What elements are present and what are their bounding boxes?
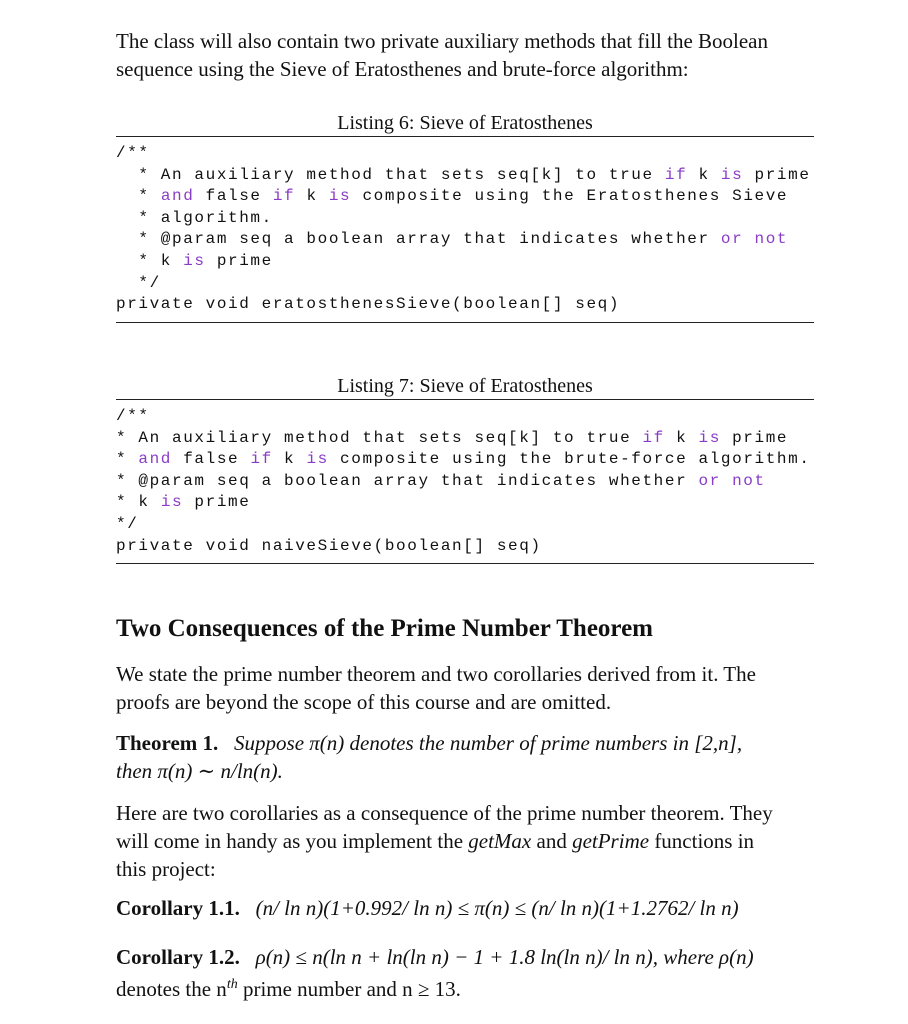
code-line: [116, 471, 814, 493]
code-text: prime: [743, 165, 811, 184]
code-line: [116, 208, 814, 230]
code-text: [743, 230, 754, 248]
code-text: prime: [720, 428, 789, 447]
code-keyword: and: [138, 450, 173, 469]
corollary-1-2-formula: ρ(n) ≤ n(ln n + ln(ln n) − 1 + 1.8 ln(ln n)/ ln n), where ρ(n): [255, 945, 754, 969]
corollary-1-1: [116, 894, 814, 922]
code-line: [116, 492, 814, 514]
intro-line-2: sequence using the Sieve of Eratosthenes and brute-force algorithm:: [116, 57, 689, 81]
code-keyword: or: [720, 230, 744, 249]
nth-superscript: th: [226, 977, 238, 992]
code-line: [116, 143, 814, 165]
code-text: [721, 472, 732, 490]
corollary-1-2-line-2: [116, 971, 814, 1003]
code-line: [116, 251, 814, 273]
code-keyword: is: [328, 187, 352, 206]
code-line: [116, 514, 814, 536]
code-line: [116, 229, 814, 251]
code-text: * An auxiliary method that sets seq[k] to true: [116, 165, 665, 184]
code-text: composite using the Eratosthenes Sieve: [351, 187, 789, 206]
code-text: k: [687, 165, 721, 184]
code-text: */: [116, 514, 139, 533]
code-keyword: is: [160, 493, 184, 512]
code-text: private void eratosthenesSieve(boolean[] seq): [116, 295, 621, 314]
code-line: [116, 273, 814, 295]
code-line: [116, 536, 814, 558]
para2-line-1: Here are two corollaries as a consequence of the prime number theorem. They: [116, 801, 773, 825]
section-paragraph-line-2: proofs are beyond the scope of this course and are omitted.: [116, 690, 612, 714]
code-text: k: [272, 450, 307, 469]
listing-6: [116, 110, 814, 323]
code-line: [116, 406, 814, 428]
corollary-1-2-label: Corollary 1.2.: [116, 945, 240, 969]
code-text: *: [116, 450, 139, 469]
code-text: private void naiveSieve(boolean[] seq): [116, 536, 542, 555]
corollary-1-1-formula: (n/ ln n)(1+0.992/ ln n) ≤ π(n) ≤ (n/ ln n)(1+1.2762/ ln n): [255, 896, 739, 920]
code-text: * k: [116, 251, 184, 270]
code-text: composite using the brute-force algorithm.: [328, 450, 811, 469]
corollary-1-2-line-2-b: prime number and n ≥ 13.: [237, 977, 461, 1001]
section-heading: Two Consequences of the Prime Number Theorem: [116, 615, 653, 642]
theorem-1: [116, 729, 814, 785]
listing-6-bottom-rule: [116, 322, 814, 323]
code-keyword: is: [698, 428, 721, 447]
listing-6-code: [116, 137, 814, 322]
corollary-1-2-line-2-a: denotes the n: [116, 977, 227, 1001]
code-keyword: not: [732, 471, 766, 490]
code-keyword: or: [698, 471, 721, 490]
code-line: [116, 165, 814, 187]
listing-7-code: [116, 400, 814, 563]
theorem-label: Theorem 1.: [116, 731, 219, 755]
para2-line-2-c: functions in: [649, 829, 755, 853]
listing-7-bottom-rule: [116, 563, 814, 564]
code-keyword: is: [183, 251, 206, 270]
code-line: [116, 294, 814, 316]
intro-paragraph: [116, 27, 814, 83]
section-paragraph-line-1: We state the prime number theorem and two corollaries derived from it. The: [116, 662, 756, 686]
func-getmax: getMax: [468, 829, 532, 853]
code-line: [116, 449, 814, 471]
code-keyword: if: [272, 187, 296, 206]
para2-line-2-a: will come in handy as you implement the: [116, 829, 469, 853]
listing-7-caption: Listing 7: Sieve of Eratosthenes: [337, 375, 593, 397]
code-text: prime: [205, 251, 273, 270]
corollary-1-2: [116, 943, 814, 1003]
code-line: [116, 428, 814, 450]
listing-6-caption: Listing 6: Sieve of Eratosthenes: [337, 112, 593, 134]
corollary-1-1-label: Corollary 1.1.: [116, 896, 240, 920]
para2-line-3: this project:: [116, 857, 216, 881]
code-text: * k: [116, 493, 161, 512]
code-keyword: is: [720, 165, 744, 184]
code-text: */: [116, 273, 161, 292]
code-keyword: if: [250, 450, 273, 469]
theorem-line-2: then π(n) ∼ n/ln(n).: [116, 759, 283, 783]
code-text: * algorithm.: [116, 208, 273, 227]
code-text: /**: [116, 144, 150, 162]
code-text: /**: [116, 407, 150, 425]
corollary-intro-paragraph: [116, 799, 814, 883]
code-text: false: [172, 450, 251, 469]
code-text: k: [295, 187, 329, 206]
section-paragraph: [116, 660, 814, 716]
theorem-line-1: Suppose π(n) denotes the number of prime numbers in [2,n],: [234, 731, 743, 755]
code-text: * An auxiliary method that sets seq[k] to true: [116, 428, 643, 447]
para2-line-2: [116, 827, 814, 855]
func-getprime: getPrime: [572, 829, 650, 853]
code-text: * @param seq a boolean array that indicates whether: [116, 230, 721, 249]
code-text: prime: [183, 493, 251, 512]
code-line: [116, 186, 814, 208]
code-keyword: is: [306, 450, 329, 469]
para2-line-2-b: and: [531, 829, 573, 853]
code-keyword: and: [160, 187, 195, 206]
code-keyword: if: [642, 428, 665, 447]
code-keyword: not: [754, 230, 789, 249]
code-keyword: if: [664, 165, 688, 184]
intro-line-1: The class will also contain two private auxiliary methods that fill the Boolean: [116, 29, 769, 53]
code-text: * @param seq a boolean array that indicates whether: [116, 471, 699, 490]
listing-7: [116, 373, 814, 564]
code-text: k: [664, 428, 699, 447]
code-text: *: [116, 187, 161, 206]
code-text: false: [194, 187, 273, 206]
